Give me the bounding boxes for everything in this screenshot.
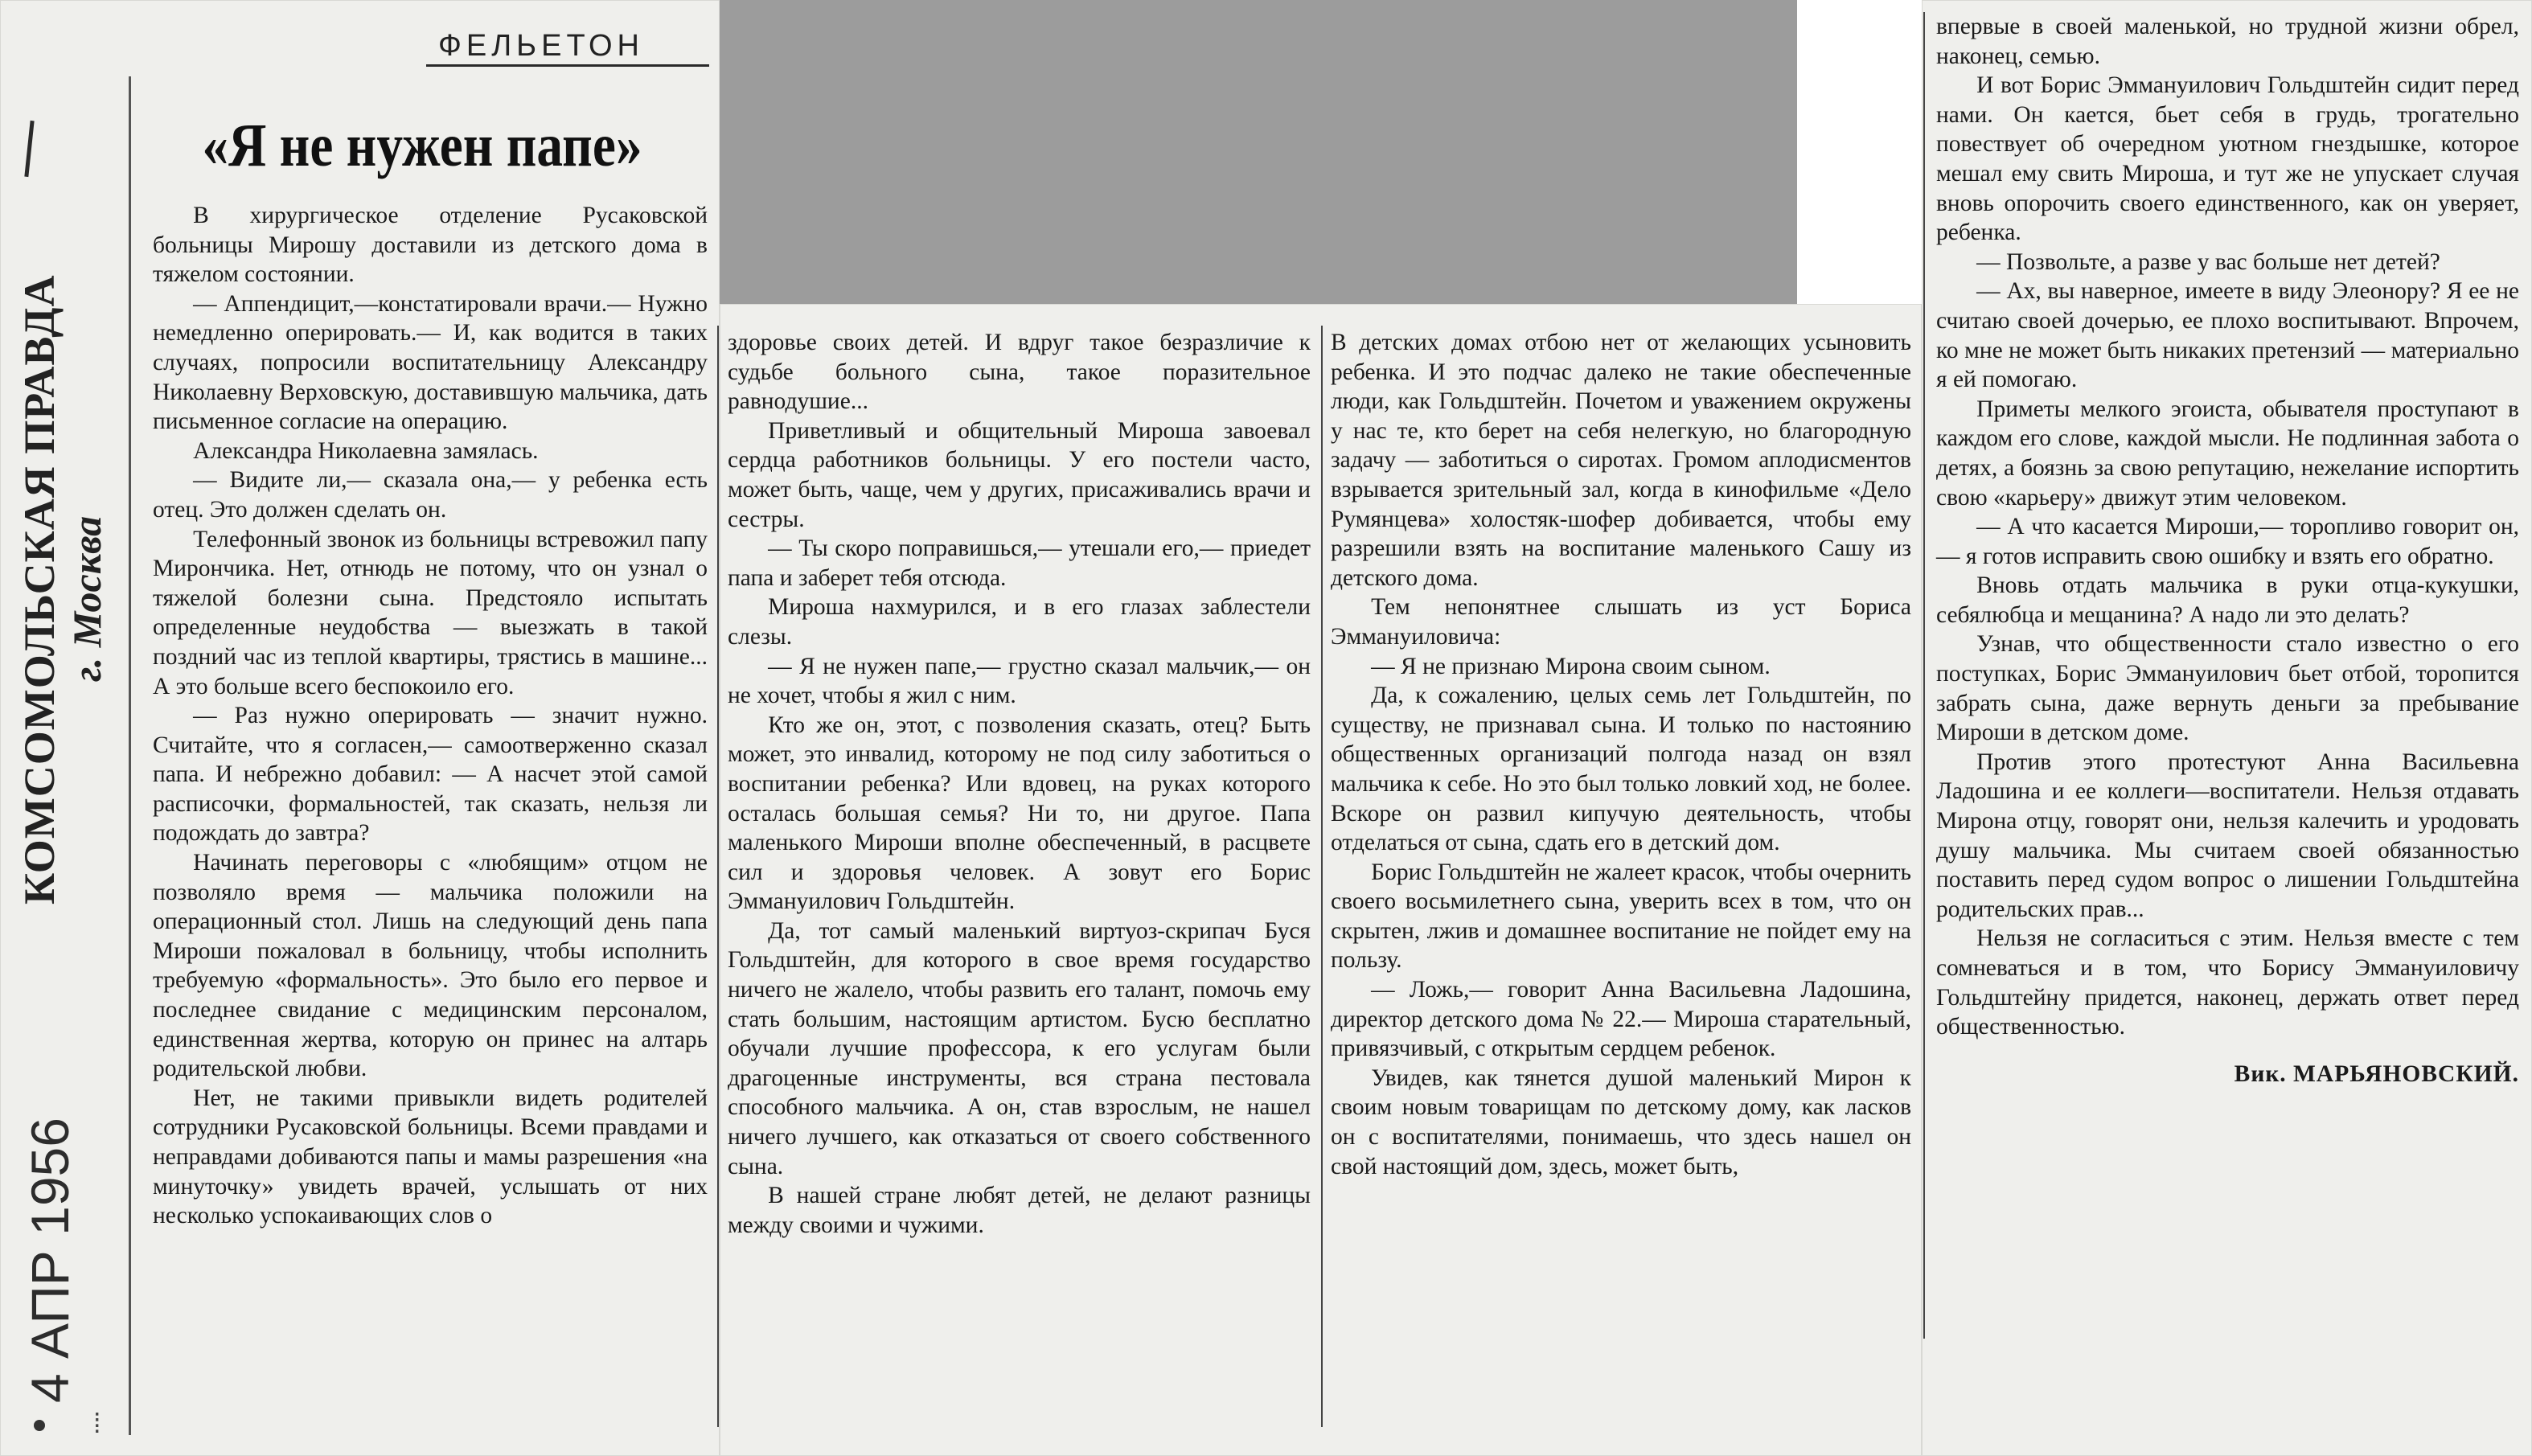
date-stamp-mark: ⁞ xyxy=(93,1409,101,1439)
paragraph: Да, к сожалению, целых семь лет Гольдштейн, по существу, не признавал сына. И только по настоянию общественных организаций полгода назад он взял мальчика к себе. Но это был только ловкий ход, не более. Вскоре он развил кипучую деятельность, чтобы отделаться от сына, сдать его в детский дом. xyxy=(1331,683,1911,856)
paragraph: — Я не нужен папе,— грустно сказал мальчик,— он не хочет, чтобы я жил с ним. xyxy=(728,653,1311,709)
paragraph: — А что касается Мироши,— торопливо говорит он,— я готов исправить свою ошибку и взять его обратно. xyxy=(1936,514,2519,569)
paragraph: — Позвольте, а разве у вас больше нет детей? xyxy=(1976,248,2440,275)
paragraph: Да, тот самый маленький виртуоз-скрипач Буся Гольдштейн, для которого в свое время государство ничего не жалело, чтобы развить его талант, помочь ему стать большим, настоящим артистом. Бусю бесплатно обучали лучшие профессора, к его услугам были драгоценные инструменты, вся страна пестовала способного мальчика. А он, став взрослым, не нашел ничего лучшего, как отказаться от своего собственного сына. xyxy=(728,917,1311,1179)
date-stamp: 4 АПР 1956 xyxy=(20,1118,80,1403)
paragraph: — Раз нужно оперировать — значит нужно. Считайте, что я согласен,— самоотверженно сказал папа. И небрежно добавил: — А насчет этой самой расписочки, формальностей, так сказать, нельзя ли подождать до завтра? xyxy=(153,703,708,847)
paragraph: — Ах, вы наверное, имеете в виду Элеонору? Я ее не считаю своей дочерью, ее плохо воспитывают. Впрочем, ко мне не может быть никаких претензий — материально я ей помогаю. xyxy=(1936,278,2519,393)
newspaper-name-stamp: КОМСОМОЛЬСКАЯ ПРАВДА xyxy=(15,274,64,904)
paragraph: — Видите ли,— сказала она,— у ребенка есть отец. Это должен сделать он. xyxy=(153,467,708,523)
paragraph: Приветливый и общительный Мироша завоевал сердца работников больницы. У его постели часто, может быть, чаще, чем у других, присаживались врачи и сестры. xyxy=(728,417,1311,532)
paragraph: Против этого протестуют Анна Васильевна Ладошина и ее коллеги—воспитатели. Нельзя отдавать Мирона отцу, говорят они, нельзя калечить и уродовать душу мальчика. Мы считаем своей обязанностью поставить перед судом вопрос о лишении Гольдштейна родительских прав... xyxy=(1936,749,2519,922)
paragraph: Нельзя не согласиться с этим. Нельзя вместе с тем сомневаться и в том, что Борису Эммануиловичу Гольдштейну придется, наконец, держать ответ перед общественностью. xyxy=(1936,925,2519,1040)
paragraph: Кто же он, этот, с позволения сказать, отец? Быть может, это инвалид, которому не под силу заботиться о воспитании ребенка? Или вдовец, на руках которого осталась большая семья? Ни то, ни другое. Папа маленького Мироши вполне обеспеченный, в расцвете сил и здоровья человек. А зовут его Борис Эммануилович Гольдштейн. xyxy=(728,712,1311,915)
headline: «Я не нужен папе» xyxy=(202,112,642,179)
paragraph: В хирургическое отделение Русаковской больницы Мирошу доставили из детского дома в тяжелом состоянии. xyxy=(153,203,708,288)
paragraph: Узнав, что общественности стало известно о его поступках, Борис Эммануилович бьет отбой, торопится забрать сына, даже вернуть деньги за пребывание Мироши в детском доме. xyxy=(1936,631,2519,746)
paragraph: В детских домах отбою нет от желающих усыновить ребенка. И это подчас далеко не такие обеспеченные люди, как Гольдштейн. Почетом и уважением окружены у нас те, кто берет на себя нелегкую, но благородную задачу — заботиться о сиротах. Громом аплодисментов взрывается зрительный зал, когда в кинофильме «Дело Румянцева» холостяк-шофер добивается, чтобы ему разрешили взять на воспитание маленького Сашу из детского дома. xyxy=(1331,330,1911,591)
author-signature: Вик. МАРЬЯНОВСКИЙ. xyxy=(2234,1060,2519,1087)
paragraph: Борис Гольдштейн не жалеет красок, чтобы очернить своего восьмилетнего сына, уверить всех в том, что он скрытен, лжив и домашнее воспитание не пойдет ему на пользу. xyxy=(1331,859,1911,974)
paragraph: Приметы мелкого эгоиста, обывателя проступают в каждом его слове, каждой мысли. Не подлинная забота о детях, а боязнь за свою репутацию, нежелание испортить свою «карьеру» движут этим человеком. xyxy=(1936,396,2519,511)
paragraph: Увидев, как тянется душой маленький Мирон к своим новым товарищам по детскому дому, как ласков он с воспитателями, понимаешь, что здесь нашел он свой настоящий дом, здесь, может быть, xyxy=(1331,1064,1911,1179)
rubric-underline xyxy=(426,64,709,67)
paragraph: Телефонный звонок из больницы встревожил папу Мирончика. Нет, отнюдь не потому, что он узнал о тяжелой болезни сына. Предстояло испытать определенные неудобства — выезжать в такой поздний час из теплой квартиры, трястись в машине... А это больше всего беспокоило его. xyxy=(153,526,708,699)
paragraph: Мироша нахмурился, и в его глазах заблестели слезы. xyxy=(728,594,1311,650)
paragraph: — Ложь,— говорит Анна Васильевна Ладошина, директор детского дома № 22.— Мироша старательный, привязчивый, с открытым сердцем ребенок. xyxy=(1331,977,1911,1062)
paragraph: И вот Борис Эммануилович Гольдштейн сидит перед нами. Он кается, бьет себя в грудь, трогательно повествует об очередном уютном гнездышке, которое мешал ему свить Мироша, и тут же не упускает случая вновь опорочить своего единственного, как он уверяет, ребенка. xyxy=(1936,72,2519,246)
paragraph: Тем непонятнее слышать из уст Бориса Эммануиловича: xyxy=(1331,594,1911,650)
paragraph: — Ты скоро поправишься,— утешали его,— приедет папа и заберет тебя отсюда. xyxy=(728,535,1311,591)
sidebar-rule xyxy=(129,76,131,1435)
city-stamp: г. Москва xyxy=(64,515,109,682)
article-column-4 xyxy=(1936,12,2519,1089)
column-rule xyxy=(1321,326,1323,1427)
paragraph: Начинать переговоры с «любящим» отцом не позволяло время — мальчика положили на операционный стол. Лишь на следующий день папа Мироши пожаловал в больницу, чтобы исполнить требуемую «формальность». Это было его первое и последнее свидание с медицинским персоналом, единственная жертва, которую он принес на алтарь родительской любви. xyxy=(153,850,708,1082)
article-column-3 xyxy=(1331,328,1911,1181)
paragraph: — Аппендицит,—констатировали врачи.— Нужно немедленно оперировать.— И, как водится в таких случаях, попросили воспитательницу Александру Николаевну Верховскую, доставившую мальчика, дать письменное согласие на операцию. xyxy=(153,290,708,435)
paragraph: В нашей стране любят детей, не делают разницы между своими и чужими. xyxy=(728,1183,1311,1238)
article-column-2 xyxy=(728,328,1311,1240)
rubric-label: ФЕЛЬЕТОН xyxy=(438,29,644,63)
paragraph: впервые в своей маленькой, но трудной жизни обрел, наконец, семью. xyxy=(1936,14,2519,69)
column-rule xyxy=(1923,12,1925,1339)
date-stamp-dot xyxy=(34,1420,45,1431)
article-column-1 xyxy=(153,201,708,1231)
paragraph: здоровье своих детей. И вдруг такое безразличие к судьбе больного сына, такое поразительное равнодушие... xyxy=(728,330,1311,415)
paragraph: — Я не признаю Мирона своим сыном. xyxy=(1371,653,1771,679)
scan-background-top xyxy=(720,0,1797,304)
column-rule xyxy=(717,326,719,1427)
paragraph: Александра Николаевна замялась. xyxy=(193,437,539,464)
paragraph: Вновь отдать мальчика в руки отца-кукушки, себялюбца и мещанина? А надо ли это делать? xyxy=(1936,572,2519,628)
paragraph: Нет, не такими привыкли видеть родителей сотрудники Русаковской больницы. Всеми правдами и неправдами добиваются папы и мамы разрешения «на минуточку» увидеть врачей, услышать от них несколько успокаивающих слов о xyxy=(153,1085,708,1229)
